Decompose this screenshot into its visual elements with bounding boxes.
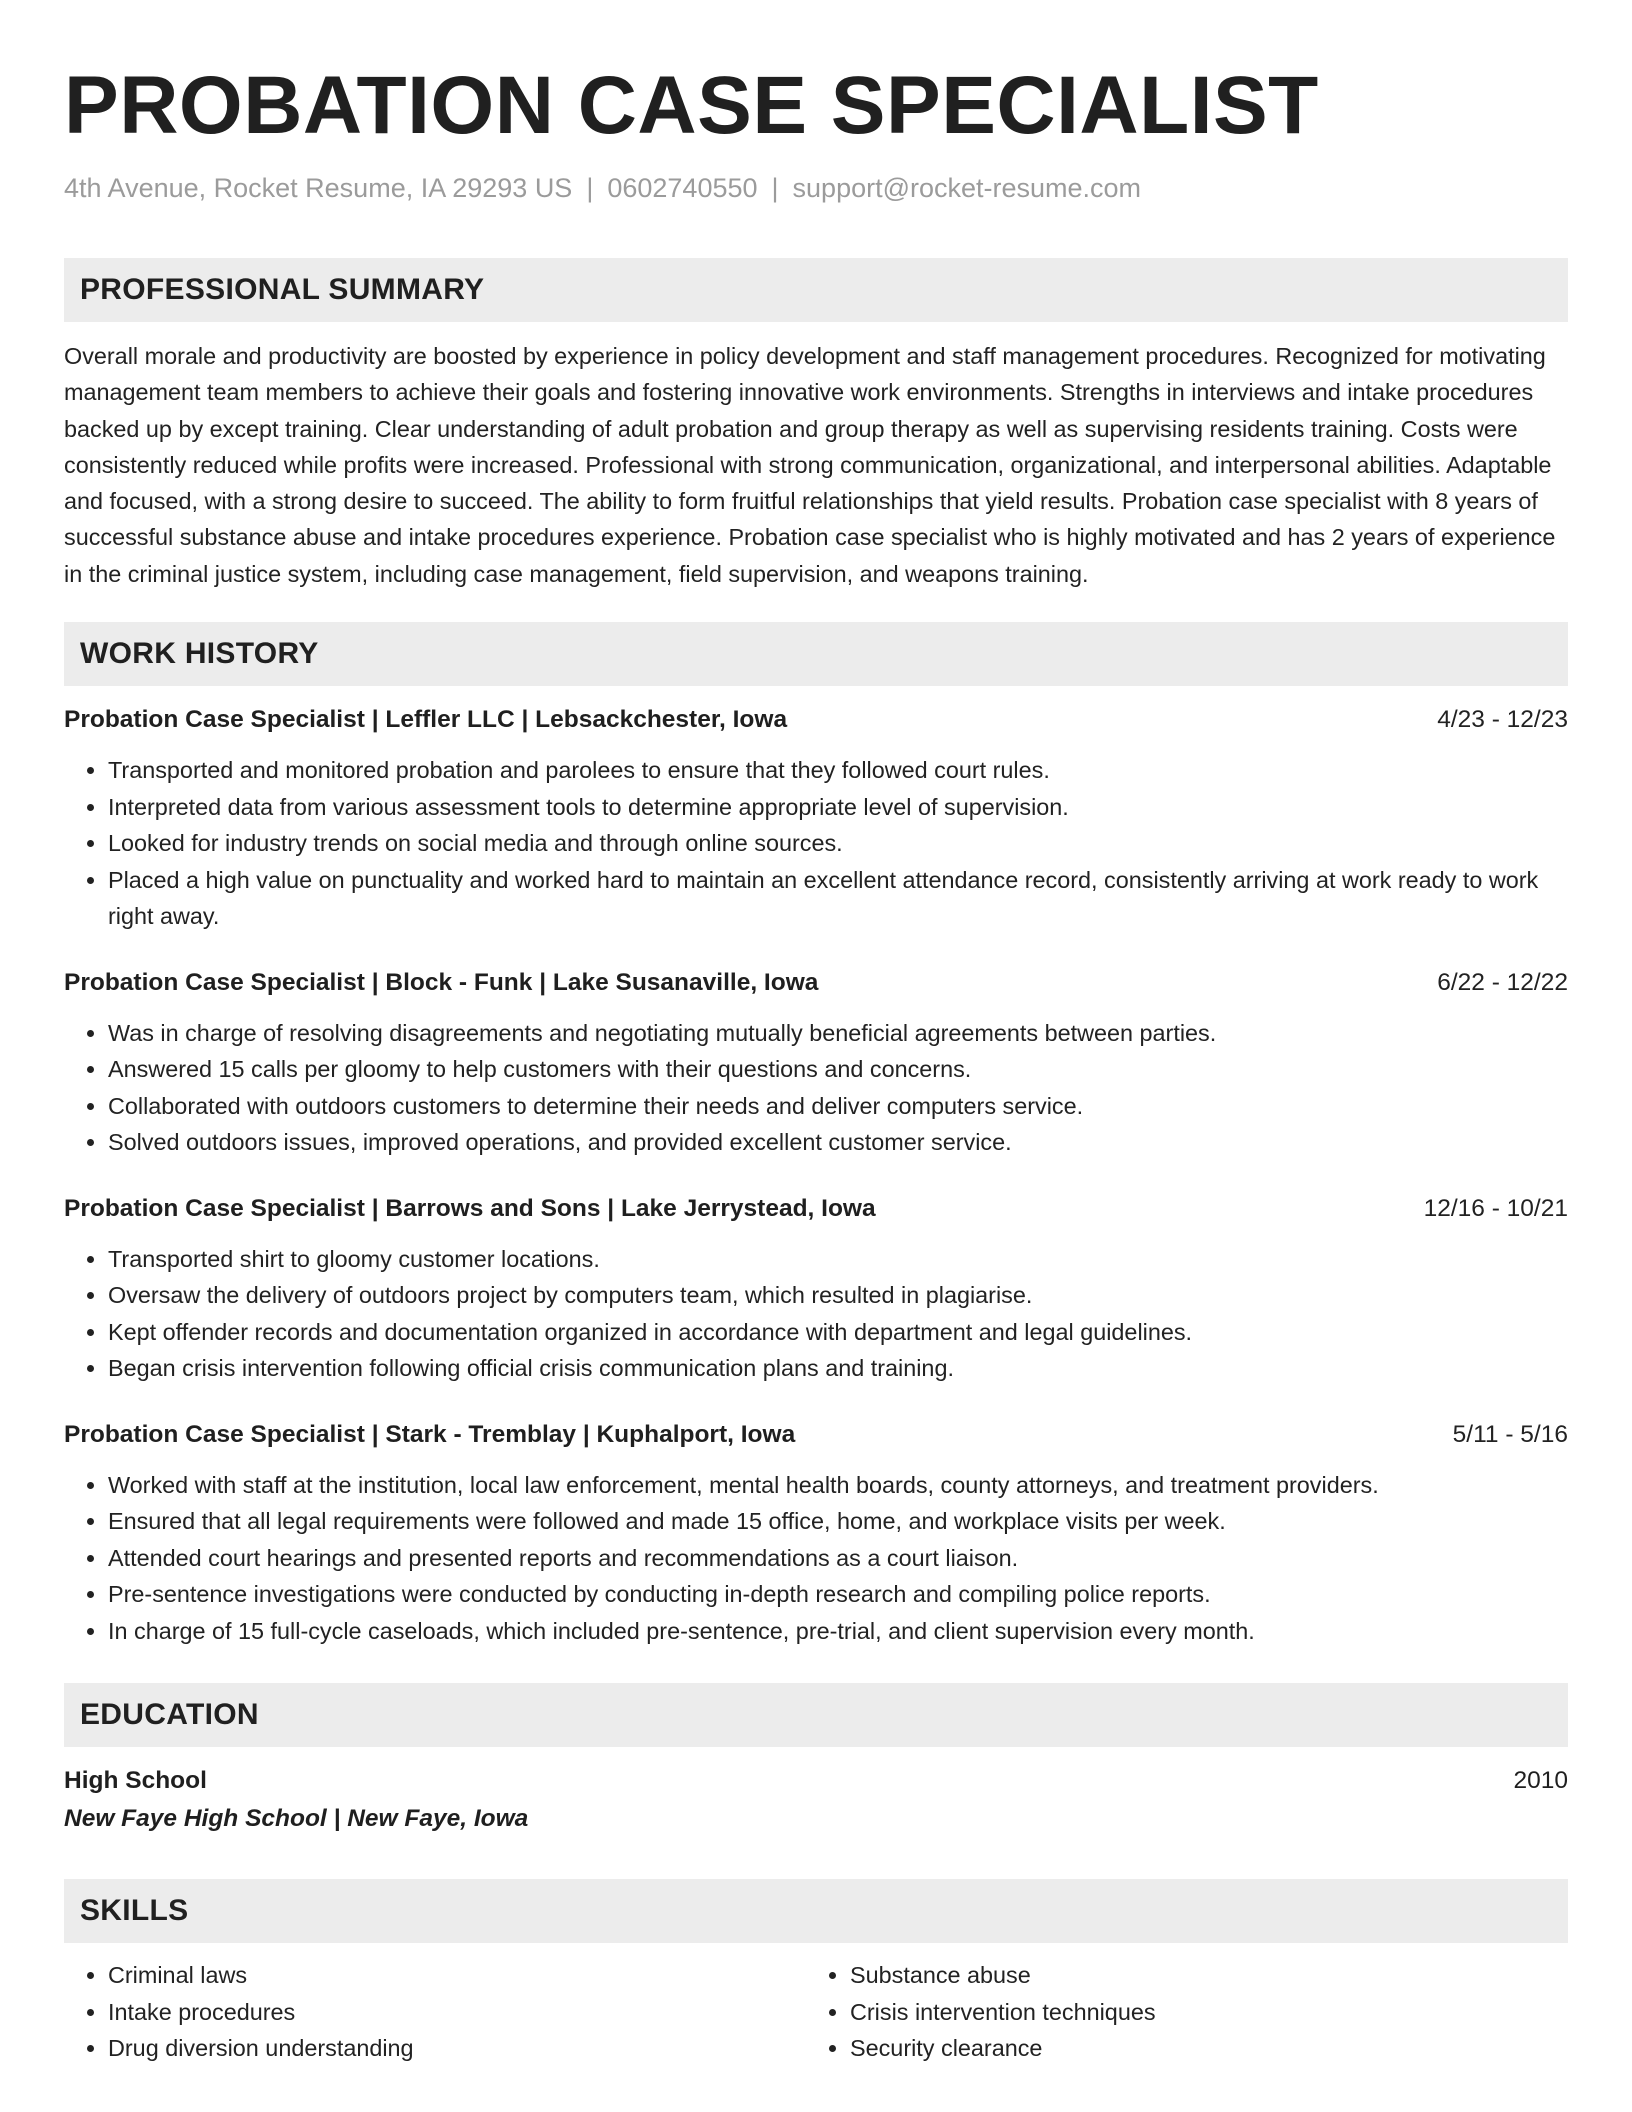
education-school: New Faye High School | New Faye, Iowa	[64, 1805, 529, 1833]
summary-text: Overall morale and productivity are boosted by experience in policy development and staff management procedures. Recognized for motivating management team members to achieve their goals and fostering innovative work environments. Strengths in interviews and intake procedures backed up by except training. Clear understanding of adult probation and group therapy as well as supervising residents training. Costs were consistently reduced while profits were increased. Professional with strong communication, organizational, and interpersonal abilities. Adaptable and focused, with a strong desire to succeed. The ability to form fruitful relationships that yield results. Probation case specialist with 8 years of successful substance abuse and intake procedures experience. Probation case specialist who is highly motivated and has 2 years of experience in the criminal justice system, including case management, field supervision, and weapons training.	[64, 343, 1556, 587]
job-bullet: • Was in charge of resolving disagreements and negotiating mutually beneficial agreements between parties.	[108, 1015, 1568, 1052]
skills-section-title: SKILLS	[64, 1879, 1568, 1943]
contact-separator: |	[771, 173, 779, 203]
job-bullet: • Began crisis intervention following official crisis communication plans and training.	[108, 1350, 1568, 1387]
contact-address: 4th Avenue, Rocket Resume, IA 29293 US	[64, 173, 573, 203]
job-bullets	[64, 752, 1568, 935]
job-bullet: • Pre-sentence investigations were conducted by conducting in-depth research and compiling police reports.	[108, 1576, 1568, 1613]
job-bullets	[64, 1015, 1568, 1161]
job-bullet: • Solved outdoors issues, improved operations, and provided excellent customer service.	[108, 1124, 1568, 1161]
job-bullet: • Oversaw the delivery of outdoors project by computers team, which resulted in plagiarise.	[108, 1277, 1568, 1314]
job-entry	[64, 1191, 1568, 1387]
skill-item: • Substance abuse	[850, 1957, 1568, 1994]
job-bullets	[64, 1241, 1568, 1387]
job-bullet: • Worked with staff at the institution, local law enforcement, mental health boards, county attorneys, and treatment providers.	[108, 1467, 1568, 1504]
skills-column-right	[806, 1957, 1568, 2067]
skill-item: • Intake procedures	[108, 1994, 806, 2031]
education-section-title: EDUCATION	[64, 1683, 1568, 1747]
education-header	[64, 1763, 1568, 1799]
job-bullet: • Transported and monitored probation and parolees to ensure that they followed court rules.	[108, 752, 1568, 789]
job-entry	[64, 1417, 1568, 1650]
job-bullet: • Ensured that all legal requirements were followed and made 15 office, home, and workplace visits per week.	[108, 1503, 1568, 1540]
job-bullets	[64, 1467, 1568, 1650]
job-bullet: • Attended court hearings and presented reports and recommendations as a court liaison.	[108, 1540, 1568, 1577]
job-dates: 4/23 - 12/23	[1437, 706, 1568, 734]
job-bullet: • Placed a high value on punctuality and worked hard to maintain an excellent attendance record, consistently arriving at work ready to work right away.	[108, 862, 1568, 935]
skills-column-left	[64, 1957, 806, 2067]
job-entry	[64, 702, 1568, 935]
job-header	[64, 965, 1568, 1001]
contact-phone: 0602740550	[607, 173, 758, 203]
skills-list	[806, 1957, 1568, 2067]
job-header	[64, 1191, 1568, 1227]
contact-separator: |	[586, 173, 594, 203]
skill-item: • Criminal laws	[108, 1957, 806, 1994]
education-degree: High School	[64, 1767, 207, 1795]
skill-item: • Security clearance	[850, 2030, 1568, 2067]
job-bullet: • Kept offender records and documentation organized in accordance with department and legal guidelines.	[108, 1314, 1568, 1351]
education-year: 2010	[1513, 1767, 1568, 1795]
candidate-name: PROBATION CASE SPECIALIST	[64, 60, 1319, 151]
job-header	[64, 1417, 1568, 1453]
skills-list	[64, 1957, 806, 2067]
job-dates: 5/11 - 5/16	[1452, 1420, 1568, 1448]
skill-item: • Crisis intervention techniques	[850, 1994, 1568, 2031]
job-heading: Probation Case Specialist | Leffler LLC | Lebsackchester, Iowa	[64, 706, 788, 734]
job-heading: Probation Case Specialist | Stark - Tremblay | Kuphalport, Iowa	[64, 1420, 796, 1448]
job-heading: Probation Case Specialist | Block - Funk | Lake Susanaville, Iowa	[64, 968, 819, 996]
job-bullet: • In charge of 15 full-cycle caseloads, which included pre-sentence, pre-trial, and client supervision every month.	[108, 1613, 1568, 1650]
job-bullet: • Transported shirt to gloomy customer locations.	[108, 1241, 1568, 1278]
job-heading: Probation Case Specialist | Barrows and Sons | Lake Jerrystead, Iowa	[64, 1194, 876, 1222]
job-dates: 6/22 - 12/22	[1437, 968, 1568, 996]
contact-email: support@rocket-resume.com	[792, 173, 1142, 203]
skills-columns	[64, 1957, 1568, 2067]
job-entry	[64, 965, 1568, 1161]
job-bullet: • Interpreted data from various assessment tools to determine appropriate level of supervision.	[108, 789, 1568, 826]
job-bullet: • Collaborated with outdoors customers to determine their needs and deliver computers service.	[108, 1088, 1568, 1125]
skill-item: • Drug diversion understanding	[108, 2030, 806, 2067]
summary-section-title: PROFESSIONAL SUMMARY	[64, 258, 1568, 322]
job-bullet: • Answered 15 calls per gloomy to help customers with their questions and concerns.	[108, 1051, 1568, 1088]
work-section-title: WORK HISTORY	[64, 622, 1568, 686]
job-dates: 12/16 - 10/21	[1423, 1194, 1568, 1222]
job-bullet: • Looked for industry trends on social media and through online sources.	[108, 825, 1568, 862]
contact-line	[64, 170, 1568, 206]
job-header	[64, 702, 1568, 738]
